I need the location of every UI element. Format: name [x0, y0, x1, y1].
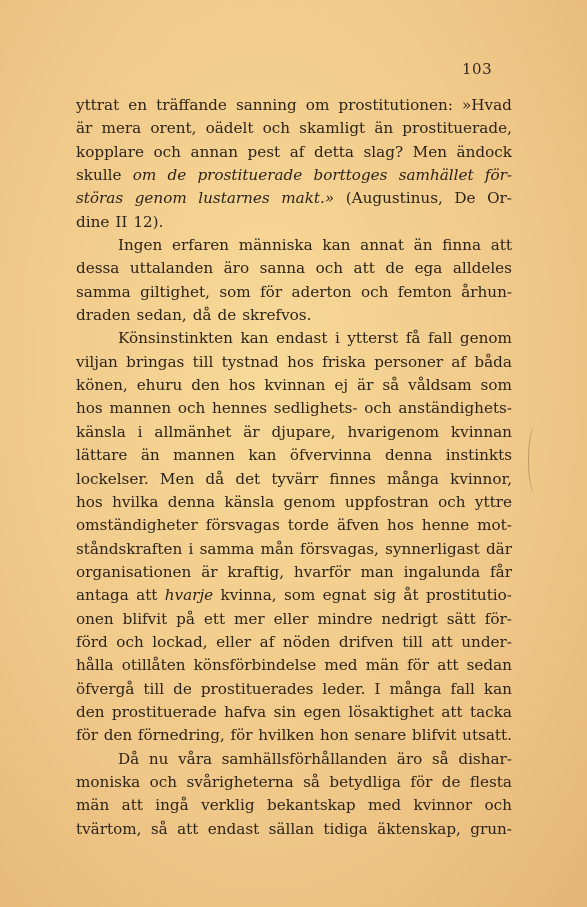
word: genom [134, 189, 187, 208]
word: Då [118, 749, 140, 768]
word: I [374, 679, 381, 698]
word: tystnad [221, 352, 279, 371]
text-line [76, 491, 512, 514]
word: hvarigenom [347, 422, 440, 441]
word: (Augustinus, [345, 189, 443, 208]
word: könen, [76, 376, 128, 395]
word: organisationen [76, 562, 192, 581]
word: den [103, 726, 133, 745]
word: och [149, 772, 178, 791]
word: så [382, 376, 400, 395]
word: samma [199, 539, 255, 558]
word: öfvergå [76, 679, 135, 698]
word: drifven [338, 632, 394, 651]
word: än [140, 446, 160, 465]
word: uppfostran [344, 492, 429, 511]
word: många [389, 679, 442, 698]
word: är [201, 562, 218, 581]
word: är [76, 119, 93, 138]
word: finna [442, 236, 481, 255]
word: människa [238, 236, 313, 255]
word: lustarnes [198, 189, 270, 208]
word: egnat [322, 586, 367, 605]
text-line [76, 164, 512, 187]
word: för [410, 772, 433, 791]
word: kan [483, 679, 512, 698]
word: och [364, 399, 392, 418]
word: genom [283, 492, 336, 511]
word: ingalunda [403, 562, 481, 581]
word: kopplare [76, 142, 144, 161]
word: som [219, 282, 251, 301]
word: ytterst [347, 329, 399, 348]
word: ehuru [136, 376, 183, 395]
word: bekantskap [266, 796, 356, 815]
word: då [192, 306, 212, 325]
word: anständighets- [398, 399, 512, 418]
text-line [76, 351, 512, 374]
word: fall [450, 679, 475, 698]
word: de [173, 679, 192, 698]
word: kan [248, 446, 277, 465]
word: än [374, 119, 394, 138]
word: känsla [224, 492, 275, 511]
word: annat [360, 236, 404, 255]
text-line [76, 281, 512, 304]
word: med [324, 656, 358, 675]
word: i [334, 329, 340, 348]
word: om [305, 96, 330, 114]
word: om [132, 166, 157, 185]
word: att [441, 702, 463, 721]
word: ändock [456, 142, 512, 161]
word: blifvit [411, 726, 457, 745]
word: samma [76, 282, 131, 301]
word: hennes [211, 399, 268, 418]
word: att [353, 259, 375, 278]
word: skrefvos. [242, 306, 312, 325]
word: att [121, 796, 143, 815]
word: lockelser. [76, 469, 149, 488]
word: mera [101, 119, 142, 138]
word: kvinnor, [450, 469, 512, 488]
text-line [76, 117, 512, 140]
word: sig [373, 586, 397, 605]
word: utsatt. [462, 726, 512, 745]
word: ej [334, 376, 349, 395]
word: våra [178, 749, 213, 768]
text-line [76, 561, 512, 584]
word: känsla [76, 422, 126, 441]
word: samhällsförhållanden [221, 749, 388, 768]
word: många [386, 469, 439, 488]
word: tyvärr [271, 469, 319, 488]
word: II [115, 212, 128, 231]
word: våldsam [408, 376, 472, 395]
word: sedan [466, 656, 512, 675]
word: kraftig, [227, 562, 285, 581]
text-line [76, 374, 512, 397]
word: eller [216, 632, 252, 651]
word: henne [421, 516, 470, 535]
word: prostituerade [111, 702, 217, 721]
word: till [143, 679, 165, 698]
word: skamligt [299, 119, 366, 138]
text-line [76, 608, 512, 631]
word: lättare [76, 446, 128, 465]
word: friska [322, 352, 366, 371]
word: man [360, 562, 394, 581]
word: och [360, 282, 389, 301]
word: att [177, 819, 199, 838]
word: nu [148, 749, 169, 768]
word: hos [228, 376, 256, 395]
word: de [167, 166, 187, 185]
word: till [192, 352, 214, 371]
word: erfaren [172, 236, 229, 255]
word: blifvit [122, 609, 168, 628]
word: sällan [268, 819, 315, 838]
word: alldeles [452, 259, 512, 278]
word: yttrat [76, 96, 120, 114]
word: för- [484, 166, 512, 185]
word: kvinnor [413, 796, 473, 815]
word: af [289, 142, 305, 161]
word: och [315, 259, 344, 278]
word: genom [459, 329, 512, 348]
word: äro [223, 259, 250, 278]
word: mannen [109, 399, 172, 418]
text-line [76, 234, 512, 257]
word: mån [260, 539, 294, 558]
word: försvagas, [300, 539, 379, 558]
word: makt.» [281, 189, 335, 208]
word: hvarje [164, 586, 214, 605]
word: onen [76, 609, 114, 628]
word: ståndskraften [76, 539, 183, 558]
word: orent, [150, 119, 197, 138]
word: de [385, 259, 405, 278]
word: i [188, 539, 194, 558]
word: tvärtom, [76, 819, 142, 838]
word: denna [167, 492, 216, 511]
word: få [405, 329, 421, 348]
word: ega [414, 259, 443, 278]
word: personer [374, 352, 444, 371]
word: nedrigt [381, 609, 438, 628]
word: då [205, 469, 225, 488]
word: kvinnan [264, 376, 326, 395]
word: viljan [76, 352, 118, 371]
word: med [368, 796, 402, 815]
word: mindre [317, 609, 373, 628]
word: äktenskap, [377, 819, 461, 838]
text-line [76, 468, 512, 491]
word: män [76, 796, 110, 815]
word: bringas [126, 352, 185, 371]
word: slag? [363, 142, 404, 161]
word: som [480, 376, 512, 395]
word: hvarför [293, 562, 351, 581]
word: af [259, 632, 275, 651]
text-line [76, 187, 512, 210]
word: mannen [173, 446, 235, 465]
word: än [413, 236, 433, 255]
word: är [243, 422, 260, 441]
word: otillåten [121, 656, 186, 675]
word: endast [276, 329, 328, 348]
text-line [76, 631, 512, 654]
text-line [76, 724, 512, 747]
word: i [137, 422, 143, 441]
word: och [153, 142, 181, 161]
word: är [357, 376, 374, 395]
text-line [76, 94, 512, 117]
word: den [191, 376, 220, 395]
word: af [451, 352, 467, 371]
text-line [76, 444, 512, 467]
word: moniska [76, 772, 141, 791]
word: får [490, 562, 512, 581]
text-line [76, 304, 512, 327]
word: för [407, 656, 430, 675]
word: så [431, 749, 449, 768]
page-number: 103 [462, 60, 493, 78]
word: Könsinstinkten [118, 329, 233, 348]
word: öfvervinna [289, 446, 372, 465]
word: där [485, 539, 512, 558]
word: och [177, 399, 206, 418]
word: De [454, 189, 476, 208]
word: betydliga [329, 772, 401, 791]
text-line [76, 327, 512, 350]
text-line [76, 584, 512, 607]
word: till [402, 632, 423, 651]
word: aderton [291, 282, 352, 301]
word: Men [159, 469, 195, 488]
word: femton [397, 282, 452, 301]
word: Ingen [118, 236, 163, 255]
word: pest [247, 142, 281, 161]
word: torde [287, 516, 329, 535]
word: fall [428, 329, 453, 348]
word: på [176, 609, 195, 628]
word: och [438, 492, 466, 511]
word: att [437, 656, 459, 675]
word: denna [384, 446, 433, 465]
word: prostituerades [200, 679, 314, 698]
word: leder. [322, 679, 366, 698]
word: förnedring, [137, 726, 225, 745]
word: Or- [487, 189, 512, 208]
text-line [76, 794, 512, 817]
word: dessa [76, 259, 120, 278]
word: ett [203, 609, 226, 628]
word: prostituerade [197, 166, 303, 185]
word: hos [387, 516, 414, 535]
word: träffande [156, 96, 227, 114]
word: och [484, 796, 512, 815]
word: verklig [201, 796, 255, 815]
word: »Hvad [462, 96, 512, 114]
paper-fold-mark [528, 425, 543, 495]
word: tacka [470, 702, 512, 721]
word: giltighet, [140, 282, 210, 301]
word: lösaktighet [348, 702, 434, 721]
text-line [76, 701, 512, 724]
word: kan [240, 329, 269, 348]
word: dishar- [458, 749, 512, 768]
word: ingå [155, 796, 189, 815]
word: båda [474, 352, 512, 371]
word: sätt [446, 609, 476, 628]
word: att [431, 632, 453, 651]
word: och [262, 119, 291, 138]
word: prostituerade, [402, 119, 512, 138]
text-line [76, 257, 512, 280]
word: uttalanden [129, 259, 214, 278]
word: så [303, 772, 320, 791]
word: att [490, 236, 512, 255]
word: århun- [461, 282, 512, 301]
word: den [76, 702, 105, 721]
word: äfven [337, 516, 380, 535]
word: Men [412, 142, 447, 161]
word: prostitutio- [425, 586, 512, 605]
word: könsförbindelse [193, 656, 317, 675]
word: kan [322, 236, 351, 255]
text-line [76, 141, 512, 164]
text-line [76, 211, 512, 234]
word: flesta [469, 772, 512, 791]
word: kvinna, [220, 586, 277, 605]
word: svårigheterna [186, 772, 294, 791]
text-line [76, 678, 512, 701]
word: sedlighets- [273, 399, 358, 418]
text-line [76, 538, 512, 561]
text-line [76, 748, 512, 771]
word: instinkts [445, 446, 512, 465]
word: sin [273, 702, 297, 721]
word: och [116, 632, 144, 651]
word: hvilken [258, 726, 315, 745]
word: sanning [235, 96, 297, 114]
word: nöden [282, 632, 331, 651]
word: hålla [76, 656, 114, 675]
word: under- [461, 632, 512, 651]
word: för [76, 726, 99, 745]
word: de [217, 306, 237, 325]
word: hos [287, 352, 314, 371]
word: kvinnan [450, 422, 512, 441]
word: äro [396, 749, 423, 768]
word: störas [76, 189, 124, 208]
word: lockad, [152, 632, 208, 651]
word: mer [233, 609, 265, 628]
word: egen [303, 702, 341, 721]
word: eller [273, 609, 309, 628]
word: djupare, [271, 422, 336, 441]
word: endast [207, 819, 260, 838]
text-line [76, 818, 512, 841]
word: borttoges [313, 166, 388, 185]
word: för- [484, 609, 512, 628]
word: hvilka [112, 492, 159, 511]
text-line [76, 514, 512, 537]
word: det [235, 469, 261, 488]
word: sanna [259, 259, 306, 278]
word: män [365, 656, 399, 675]
word: senare [354, 726, 407, 745]
text-line [76, 421, 512, 444]
word: oädelt [205, 119, 254, 138]
word: att [136, 586, 158, 605]
word: hos [76, 492, 103, 511]
word: omständigheter [76, 516, 198, 535]
word: åt [403, 586, 419, 605]
word: tidiga [323, 819, 368, 838]
word: prostitutionen: [338, 96, 453, 114]
word: finnes [329, 469, 376, 488]
text-line [76, 771, 512, 794]
word: försvagas [205, 516, 280, 535]
word: som [283, 586, 316, 605]
text-line [76, 397, 512, 420]
word: de [441, 772, 461, 791]
word: antaga [76, 586, 129, 605]
body-text [76, 94, 512, 841]
word: grun- [470, 819, 512, 838]
word: 12). [133, 212, 164, 231]
word: hafva [224, 702, 267, 721]
word: allmänhet [154, 422, 232, 441]
word: samhället [398, 166, 474, 185]
word: en [128, 96, 148, 114]
word: dine [76, 212, 110, 231]
word: hos [76, 399, 103, 418]
word: sedan, [136, 306, 187, 325]
word: hon [319, 726, 349, 745]
word: skulle [76, 166, 122, 185]
word: så [150, 819, 168, 838]
word: yttre [474, 492, 512, 511]
word: annan [190, 142, 238, 161]
text-line [76, 654, 512, 677]
word: för [260, 282, 283, 301]
word: förd [76, 632, 108, 651]
word: detta [313, 142, 354, 161]
word: för [230, 726, 253, 745]
word: mot- [477, 516, 512, 535]
word: draden [76, 306, 131, 325]
word: synnerligast [385, 539, 480, 558]
